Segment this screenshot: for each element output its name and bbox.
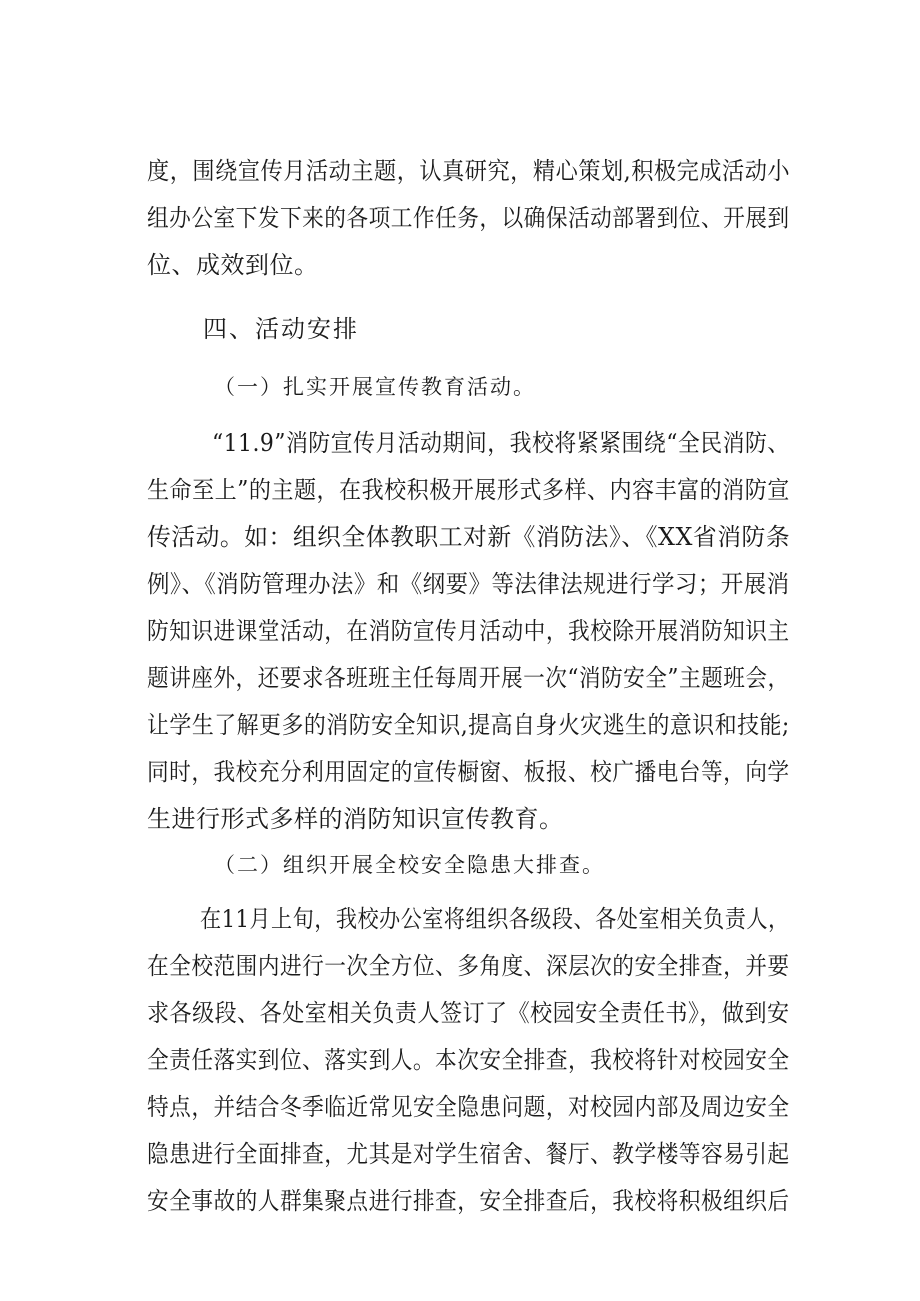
subsection-two-line-6: 隐患进行全面排查，尤其是对学生宿舍、餐厅、教学楼等容易引起 xyxy=(147,1140,790,1168)
intro-line-3: 位、成效到位。 xyxy=(147,251,319,279)
subsection-one-line-4: 例》、《消防管理办法》和《纲要》等法律法规进行学习；开展消 xyxy=(147,570,790,598)
subsection-one-line-7: 让学生了解更多的消防安全知识,提高自身火灾逃生的意识和技能; xyxy=(147,711,790,739)
subsection-one-line-6: 题讲座外，还要求各班班主任每周开展一次“消防安全”主题班会， xyxy=(147,664,790,692)
subsection-one-line-8: 同时，我校充分利用固定的宣传橱窗、板报、校广播电台等，向学 xyxy=(147,758,790,786)
subsection-two-heading: （二）组织开展全校安全隐患大排查。 xyxy=(214,853,605,877)
intro-line-1: 度，围绕宣传月活动主题，认真研究，精心策划,积极完成活动小 xyxy=(147,157,791,185)
section-four-heading: 四、活动安排 xyxy=(203,315,359,343)
subsection-one-line-3: 传活动。如：组织全体教职工对新《消防法》、《XX省消防条 xyxy=(147,523,791,551)
subsection-one-line-5: 防知识进课堂活动，在消防宣传月活动中，我校除开展消防知识主 xyxy=(147,617,790,645)
subsection-one-line-2: 生命至上”的主题，在我校积极开展形式多样、内容丰富的消防宣 xyxy=(147,476,790,504)
subsection-one-heading: （一）扎实开展宣传教育活动。 xyxy=(214,375,536,399)
subsection-two-line-3: 求各级段、各处室相关负责人签订了《校园安全责任书》，做到安 xyxy=(147,999,790,1027)
subsection-two-line-1: 在11月上旬，我校办公室将组织各级段、各处室相关负责人， xyxy=(200,905,790,933)
subsection-one-line-9: 生进行形式多样的消防知识宣传教育。 xyxy=(147,805,564,833)
intro-line-2: 组办公室下发下来的各项工作任务，以确保活动部署到位、开展到 xyxy=(147,204,790,232)
subsection-two-line-5: 特点，并结合冬季临近常见安全隐患问题，对校园内部及周边安全 xyxy=(147,1093,790,1121)
subsection-two-line-2: 在全校范围内进行一次全方位、多角度、深层次的安全排查，并要 xyxy=(147,952,790,980)
subsection-two-line-4: 全责任落实到位、落实到人。本次安全排查，我校将针对校园安全 xyxy=(147,1046,790,1074)
subsection-two-line-7: 安全事故的人群集聚点进行排查，安全排查后，我校将积极组织后 xyxy=(147,1187,790,1215)
subsection-one-line-1: “11.9”消防宣传月活动期间，我校将紧紧围绕“全民消防、 xyxy=(212,429,790,457)
